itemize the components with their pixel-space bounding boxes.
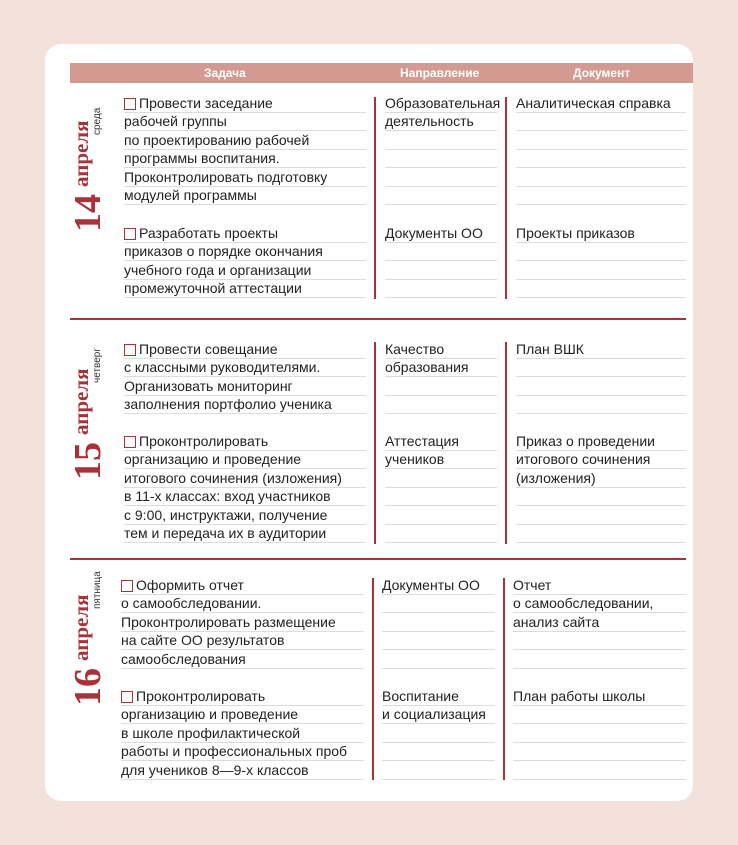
task-text: Проконтролировать размещение — [121, 614, 336, 630]
task-text: Провести совещание — [139, 341, 278, 357]
task-text: по проектированию рабочей — [124, 132, 310, 148]
task-text: Проконтролировать — [139, 433, 269, 449]
direction-rule-line — [385, 242, 497, 243]
direction-rule-line — [382, 668, 495, 669]
task-text: организацию и проведение — [121, 706, 299, 722]
day-number: 14 — [67, 194, 109, 232]
task-rule-line — [124, 297, 366, 298]
direction-text: Аттестация — [385, 433, 459, 449]
direction-text: Документы ОО — [385, 225, 483, 241]
document-rule-line — [516, 260, 686, 261]
task-text: в школе профилактической — [121, 725, 301, 741]
day-label — [68, 566, 108, 706]
direction-rule-line — [385, 413, 497, 414]
task-text: промежуточной аттестации — [124, 280, 302, 296]
day-label-rotated — [68, 92, 108, 232]
day-number: 16 — [67, 668, 109, 706]
task-text: Провести заседание — [139, 95, 273, 111]
document-text: (изложения) — [516, 470, 596, 486]
task-rule-line — [121, 779, 364, 780]
document-rule-line — [513, 668, 686, 669]
direction-rule-line — [385, 297, 497, 298]
task-text: тем и передача их в аудитории — [124, 525, 327, 541]
direction-rule-line — [385, 260, 497, 261]
day-weekday: четверг — [92, 348, 103, 383]
direction-rule-line — [385, 505, 497, 506]
task-rule-line — [124, 413, 366, 414]
task-text: на сайте ОО результатов — [121, 632, 285, 648]
direction-text: Документы ОО — [382, 577, 480, 593]
direction-rule-line — [382, 779, 495, 780]
task-text: Разработать проекты — [139, 225, 279, 241]
document-text: Отчет — [513, 577, 552, 593]
direction-text: учеников — [385, 451, 445, 467]
day-label-rotated — [68, 340, 108, 480]
task-text: Организовать мониторинг — [124, 378, 293, 394]
task-text: о самообследовании. — [121, 595, 262, 611]
document-rule-line — [513, 649, 686, 650]
document-rule-line — [516, 242, 686, 243]
day-label — [68, 340, 108, 480]
direction-rule-line — [382, 723, 495, 724]
document-rule-line — [516, 542, 686, 543]
task-checkbox[interactable] — [121, 691, 133, 703]
direction-rule-line — [385, 279, 497, 280]
direction-text: Образовательная — [385, 95, 501, 111]
column-divider — [374, 342, 376, 544]
task-text: самообследования — [121, 651, 246, 667]
direction-rule-line — [385, 376, 497, 377]
direction-rule-line — [382, 594, 495, 595]
direction-rule-line — [385, 149, 497, 150]
task-rule-line — [124, 542, 366, 543]
document-rule-line — [516, 204, 686, 205]
task-rule-line — [121, 668, 364, 669]
task-text: приказов о порядке окончания — [124, 243, 323, 259]
direction-rule-line — [385, 204, 497, 205]
task-text: для учеников 8—9-х классов — [121, 762, 309, 778]
direction-text: Качество — [385, 341, 445, 357]
direction-rule-line — [382, 742, 495, 743]
document-rule-line — [516, 413, 686, 414]
column-divider — [505, 97, 507, 299]
document-rule-line — [513, 779, 686, 780]
day-separator — [70, 558, 686, 560]
task-text: заполнения портфолио ученика — [124, 396, 332, 412]
direction-rule-line — [382, 649, 495, 650]
task-checkbox[interactable] — [124, 98, 136, 110]
day-month: апреля — [69, 368, 93, 435]
direction-rule-line — [385, 542, 497, 543]
task-text: рабочей группы — [124, 113, 227, 129]
column-divider — [503, 578, 505, 780]
document-rule-line — [513, 742, 686, 743]
direction-text: образования — [385, 359, 469, 375]
day-separator — [70, 318, 686, 320]
document-rule-line — [516, 395, 686, 396]
task-text: работы и профессиональных проб — [121, 743, 348, 759]
document-rule-line — [516, 167, 686, 168]
document-rule-line — [516, 130, 686, 131]
day-month: апреля — [69, 120, 93, 187]
header-direction: Направление — [400, 66, 480, 80]
document-rule-line — [516, 505, 686, 506]
task-checkbox[interactable] — [124, 228, 136, 240]
document-rule-line — [516, 376, 686, 377]
document-text: анализ сайта — [513, 614, 600, 630]
day-label-rotated — [68, 566, 108, 706]
document-text: Аналитическая справка — [516, 95, 671, 111]
document-rule-line — [516, 112, 686, 113]
day-number: 15 — [67, 442, 109, 480]
task-text: в 11-х классах: вход участников — [124, 488, 331, 504]
document-rule-line — [516, 279, 686, 280]
document-rule-line — [513, 760, 686, 761]
direction-rule-line — [385, 524, 497, 525]
direction-rule-line — [385, 167, 497, 168]
document-text: План ВШК — [516, 341, 584, 357]
task-checkbox[interactable] — [121, 580, 133, 592]
task-text: программы воспитания. — [124, 150, 280, 166]
task-text: организацию и проведение — [124, 451, 302, 467]
header-task: Задача — [204, 66, 246, 80]
task-text: Проконтролировать подготовку — [124, 169, 328, 185]
direction-text: деятельность — [385, 113, 474, 129]
document-text: План работы школы — [513, 688, 646, 704]
direction-rule-line — [382, 760, 495, 761]
task-checkbox[interactable] — [124, 436, 136, 448]
column-divider — [374, 97, 376, 299]
header-document: Документ — [573, 66, 631, 80]
document-rule-line — [516, 186, 686, 187]
task-text: Проконтролировать — [136, 688, 266, 704]
direction-text: Воспитание — [382, 688, 459, 704]
document-text: о самообследовании, — [513, 595, 654, 611]
direction-rule-line — [385, 468, 497, 469]
task-text: модулей программы — [124, 187, 257, 203]
document-rule-line — [513, 631, 686, 632]
task-checkbox[interactable] — [124, 344, 136, 356]
task-text: с классными руководителями. — [124, 359, 321, 375]
document-text: Приказ о проведении — [516, 433, 655, 449]
task-rule-line — [124, 204, 366, 205]
task-text: итогового сочинения (изложения) — [124, 470, 342, 486]
document-rule-line — [516, 487, 686, 488]
document-text: итогового сочинения — [516, 451, 651, 467]
direction-text: и социализация — [382, 706, 486, 722]
document-rule-line — [513, 723, 686, 724]
task-text: с 9:00, инструктажи, получение — [124, 507, 328, 523]
column-divider — [372, 578, 374, 780]
task-text: Оформить отчет — [136, 577, 244, 593]
direction-rule-line — [382, 612, 495, 613]
day-weekday: среда — [92, 107, 103, 135]
document-rule-line — [516, 524, 686, 525]
day-label — [68, 92, 108, 232]
direction-rule-line — [385, 487, 497, 488]
document-rule-line — [516, 149, 686, 150]
table-header — [70, 63, 693, 83]
document-rule-line — [516, 358, 686, 359]
day-month: апреля — [69, 594, 93, 661]
document-rule-line — [516, 297, 686, 298]
direction-rule-line — [382, 631, 495, 632]
document-text: Проекты приказов — [516, 225, 635, 241]
task-text: учебного года и организации — [124, 262, 312, 278]
day-weekday: пятница — [92, 571, 103, 609]
document-rule-line — [513, 705, 686, 706]
direction-rule-line — [385, 395, 497, 396]
direction-rule-line — [385, 130, 497, 131]
direction-rule-line — [385, 186, 497, 187]
column-divider — [505, 342, 507, 544]
